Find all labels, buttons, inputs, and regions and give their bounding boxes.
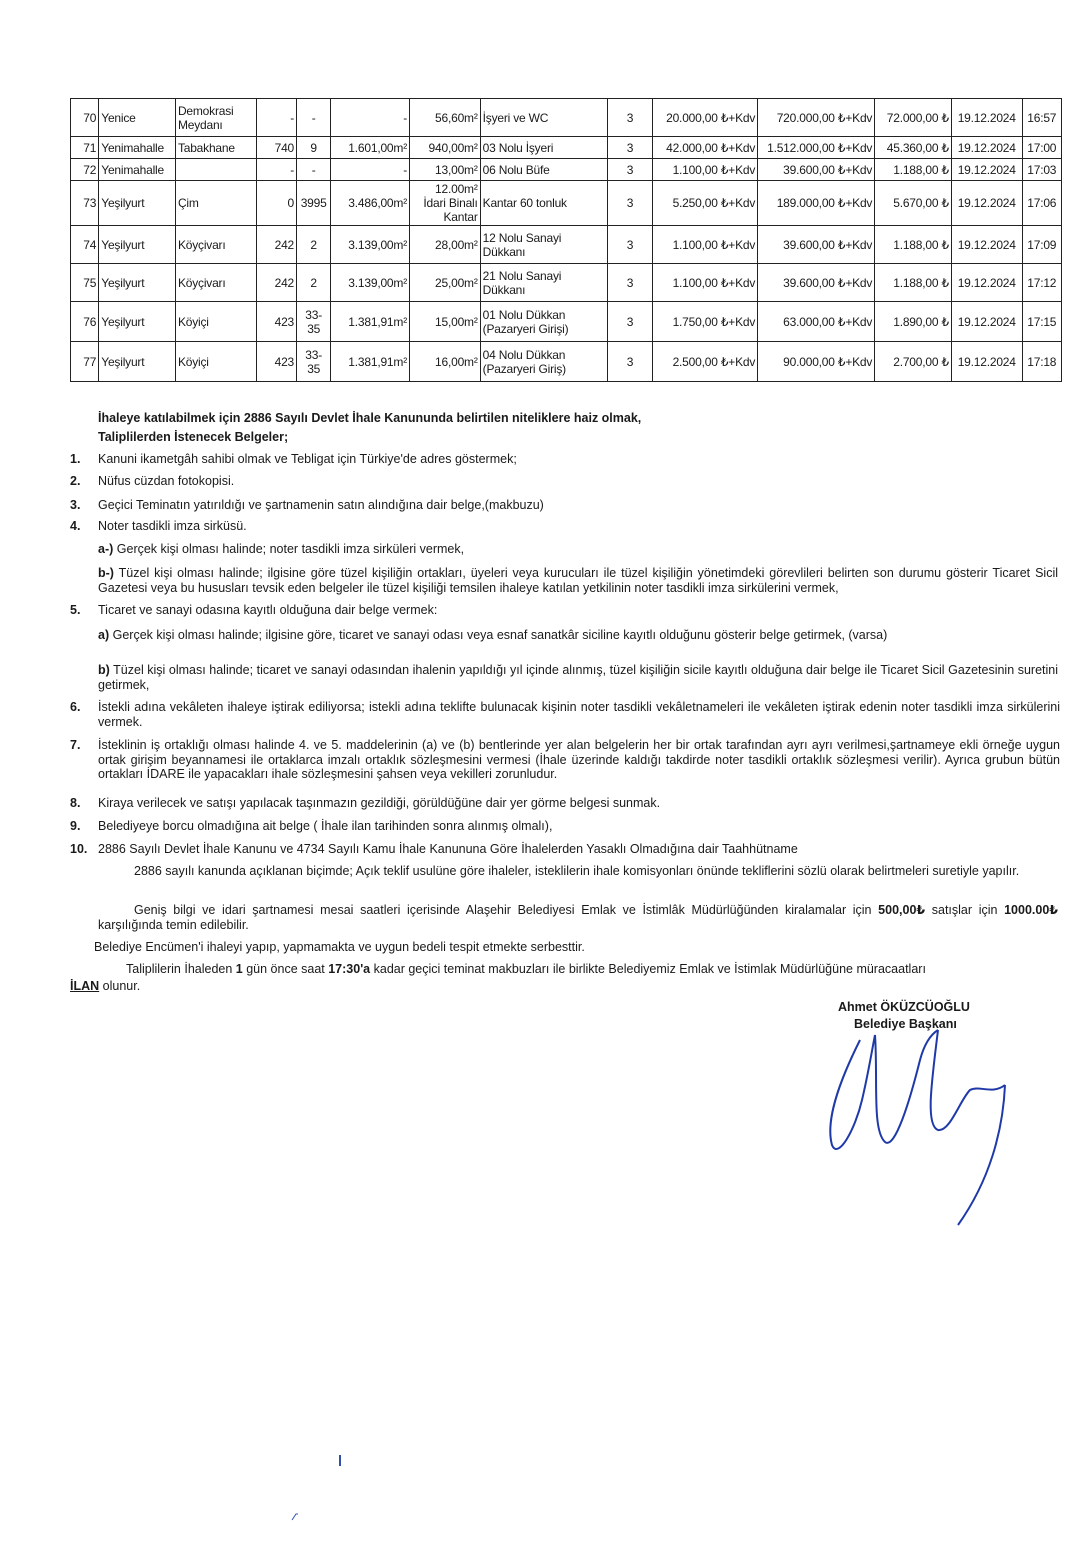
area-cell: - [331, 99, 410, 137]
area-cell: 1.601,00m² [331, 137, 410, 159]
parcel-cell: 33-35 [297, 302, 331, 342]
tender-table-body [71, 99, 1062, 382]
monthly-rent-cell: 1.100,00 ₺+Kdv [653, 159, 758, 181]
deposit-cell: 72.000,00 ₺ [875, 99, 952, 137]
duration-cell: 3 [607, 99, 652, 137]
total-rent-cell: 63.000,00 ₺+Kdv [758, 302, 875, 342]
neighborhood-cell: Yenimahalle [99, 159, 176, 181]
signature-stroke [931, 1030, 1005, 1130]
block-cell: 0 [256, 181, 296, 226]
rental-area-cell: 15,00m² [410, 302, 481, 342]
table-row [71, 137, 1062, 159]
total-rent-cell: 90.000,00 ₺+Kdv [758, 342, 875, 382]
date-cell: 19.12.2024 [951, 264, 1022, 302]
list-item: 2. Nüfus cüzdan fotokopisi. [70, 474, 235, 488]
type-cell: 21 Nolu Sanayi Dükkanı [480, 264, 607, 302]
closing-paragraph: Geniş bilgi ve idari şartnamesi mesai saatleri içerisinde Alaşehir Belediyesi Emlak ve İstimlâk Müdürlüğünden kiralamalar için 500,00₺ satışlar için 1000.00₺ karşılığında temin edilebilir. [98, 903, 1058, 932]
list-item: 8. Kiraya verilecek ve satışı yapılacak taşınmazın gezildiği, görüldüğüne dair yer görme belgesi sunmak. [70, 796, 661, 810]
area-cell: 1.381,91m² [331, 342, 410, 382]
monthly-rent-cell: 2.500,00 ₺+Kdv [653, 342, 758, 382]
location-cell: Demokrasi Meydanı [175, 99, 256, 137]
deposit-cell: 1.188,00 ₺ [875, 159, 952, 181]
area-cell: 3.139,00m² [331, 264, 410, 302]
date-cell: 19.12.2024 [951, 137, 1022, 159]
total-rent-cell: 1.512.000,00 ₺+Kdv [758, 137, 875, 159]
time-cell: 17:18 [1022, 342, 1061, 382]
location-cell: Köyçivarı [175, 264, 256, 302]
sub-item-5b: b) Tüzel kişi olması halinde; ticaret ve sanayi odasından ihalenin yapıldığı yıl içinde alınmış, tüzel kişiliğin sicile kayıtlı olduğuna dair belge ile Ticaret Sicil Gazetesinin suretini getirmek, [98, 663, 1059, 692]
sub-item-5a: a) Gerçek kişi olması halinde; ilgisine göre, ticaret ve sanayi odası veya esnaf sanatkâr siciline kayıtlı olduğunu gösterir belge getirmek, (varsa) [98, 628, 888, 642]
row-number: 72 [71, 159, 99, 181]
type-cell: 12 Nolu Sanayi Dükkanı [480, 226, 607, 264]
time-cell: 17:03 [1022, 159, 1061, 181]
time-cell: 16:57 [1022, 99, 1061, 137]
date-cell: 19.12.2024 [951, 342, 1022, 382]
rental-area-cell: 56,60m² [410, 99, 481, 137]
neighborhood-cell: Yenice [99, 99, 176, 137]
table-row [71, 181, 1062, 226]
signatory-name: Ahmet ÖKÜZCÜOĞLU [838, 1000, 970, 1014]
rental-area-cell: 28,00m² [410, 226, 481, 264]
total-rent-cell: 39.600,00 ₺+Kdv [758, 226, 875, 264]
type-cell: 06 Nolu Büfe [480, 159, 607, 181]
table-row [71, 226, 1062, 264]
parcel-cell: 2 [297, 226, 331, 264]
neighborhood-cell: Yeşilyurt [99, 226, 176, 264]
time-cell: 17:06 [1022, 181, 1061, 226]
duration-cell: 3 [607, 302, 652, 342]
date-cell: 19.12.2024 [951, 99, 1022, 137]
deposit-cell: 45.360,00 ₺ [875, 137, 952, 159]
rental-area-cell: 16,00m² [410, 342, 481, 382]
row-number: 75 [71, 264, 99, 302]
list-item: 6. İstekli adına vekâleten ihaleye iştirak ediliyorsa; istekli adına teklifte bulunacak kişinin noter tasdikli vekâletnameleri ile vekâleten iştirak edenin noter tasdikli imza sirkülerini vermek. [70, 700, 1060, 729]
block-cell: 740 [256, 137, 296, 159]
list-item: 7. İsteklinin iş ortaklığı olması halinde 4. ve 5. maddelerinin (a) ve (b) bentlerinde yer alan belgelerin her bir ortak tarafından ayrı ayrı verilmesi,şartnameye ekli örneğe uygun ortak girişim beyannamesi ile ortaklarca imzalı ortaklık sözleşmesini vermesi (İhale üzerinde kaldığı takdirde noter tasdikli ortaklık sözleşmesi verilir). Ayrıca grubun bütün ortakları İDARE ile yapacakları ihale sözleşmesini şahsen veya vekilleri zorunludur. [70, 738, 1060, 781]
block-cell: - [256, 159, 296, 181]
time-cell: 17:12 [1022, 264, 1061, 302]
date-cell: 19.12.2024 [951, 226, 1022, 264]
location-cell: Köyiçi [175, 342, 256, 382]
sub-item-4a: a-) Gerçek kişi olması halinde; noter tasdikli imza sirküleri vermek, [98, 542, 465, 556]
total-rent-cell: 39.600,00 ₺+Kdv [758, 264, 875, 302]
location-cell: Tabakhane [175, 137, 256, 159]
deposit-cell: 1.188,00 ₺ [875, 226, 952, 264]
deposit-cell: 5.670,00 ₺ [875, 181, 952, 226]
signature-stroke [875, 1030, 938, 1143]
total-rent-cell: 189.000,00 ₺+Kdv [758, 181, 875, 226]
time-cell: 17:15 [1022, 302, 1061, 342]
neighborhood-cell: Yeşilyurt [99, 302, 176, 342]
tender-table [70, 98, 1062, 382]
parcel-cell: - [297, 99, 331, 137]
location-cell: Köyçivarı [175, 226, 256, 264]
location-cell: Köyiçi [175, 302, 256, 342]
monthly-rent-cell: 42.000,00 ₺+Kdv [653, 137, 758, 159]
duration-cell: 3 [607, 159, 652, 181]
closing-paragraph: İLAN olunur. [70, 979, 141, 993]
scan-mark [337, 1454, 343, 1468]
table-row [71, 302, 1062, 342]
monthly-rent-cell: 5.250,00 ₺+Kdv [653, 181, 758, 226]
type-cell: İşyeri ve WC [480, 99, 607, 137]
rental-area-cell: 13,00m² [410, 159, 481, 181]
table-row [71, 99, 1062, 137]
list-item: 5. Ticaret ve sanayi odasına kayıtlı olduğuna dair belge vermek: [70, 603, 438, 617]
date-cell: 19.12.2024 [951, 159, 1022, 181]
time-cell: 17:09 [1022, 226, 1061, 264]
row-number: 76 [71, 302, 99, 342]
neighborhood-cell: Yeşilyurt [99, 264, 176, 302]
table-row [71, 264, 1062, 302]
monthly-rent-cell: 20.000,00 ₺+Kdv [653, 99, 758, 137]
block-cell: - [256, 99, 296, 137]
rental-area-cell: 12.00m² İdari Binalı Kantar [410, 181, 481, 226]
signatory-title: Belediye Başkanı [854, 1017, 957, 1031]
date-cell: 19.12.2024 [951, 181, 1022, 226]
parcel-cell: 33-35 [297, 342, 331, 382]
list-item: 4. Noter tasdikli imza sirküsü. [70, 519, 247, 533]
rental-area-cell: 25,00m² [410, 264, 481, 302]
rental-area-cell: 940,00m² [410, 137, 481, 159]
block-cell: 242 [256, 226, 296, 264]
parcel-cell: - [297, 159, 331, 181]
handwritten-signature [820, 1020, 1020, 1230]
parcel-cell: 2 [297, 264, 331, 302]
table-row [71, 342, 1062, 382]
monthly-rent-cell: 1.750,00 ₺+Kdv [653, 302, 758, 342]
row-number: 73 [71, 181, 99, 226]
closing-paragraph: 2886 sayılı kanunda açıklanan biçimde; Açık teklif usulüne göre ihaleler, isteklilerin ihale komisyonları önünde tekliflerini sözlü olarak belirtmeleri suretiyle yapılır. [134, 864, 1020, 878]
date-cell: 19.12.2024 [951, 302, 1022, 342]
block-cell: 423 [256, 302, 296, 342]
closing-paragraph: Belediye Encümen'i ihaleyi yapıp, yapmamakta ve uygun bedeli tespit etmekte serbesttir. [94, 940, 585, 954]
type-cell: 04 Nolu Dükkan (Pazaryeri Giriş) [480, 342, 607, 382]
block-cell: 242 [256, 264, 296, 302]
duration-cell: 3 [607, 264, 652, 302]
area-cell: - [331, 159, 410, 181]
type-cell: Kantar 60 tonluk [480, 181, 607, 226]
neighborhood-cell: Yeşilyurt [99, 342, 176, 382]
signature-stroke [830, 1035, 875, 1149]
table-row [71, 159, 1062, 181]
area-cell: 3.139,00m² [331, 226, 410, 264]
duration-cell: 3 [607, 226, 652, 264]
row-number: 70 [71, 99, 99, 137]
area-cell: 1.381,91m² [331, 302, 410, 342]
row-number: 74 [71, 226, 99, 264]
total-rent-cell: 720.000,00 ₺+Kdv [758, 99, 875, 137]
parcel-cell: 9 [297, 137, 331, 159]
monthly-rent-cell: 1.100,00 ₺+Kdv [653, 226, 758, 264]
row-number: 71 [71, 137, 99, 159]
area-cell: 3.486,00m² [331, 181, 410, 226]
list-item: 1. Kanuni ikametgâh sahibi olmak ve Tebligat için Türkiye'de adres göstermek; [70, 452, 517, 466]
list-item: 3. Geçici Teminatın yatırıldığı ve şartnamenin satın alındığına dair belge,(makbuzu) [70, 498, 544, 512]
row-number: 77 [71, 342, 99, 382]
requirements-subheading: Taliplilerden İstenecek Belgeler; [98, 430, 289, 444]
block-cell: 423 [256, 342, 296, 382]
sub-item-4b: b-) Tüzel kişi olması halinde; ilgisine göre tüzel kişiliğin ortakları, üyeleri veya kurucuları ile tüzel kişiliğin yönetimdeki görevlileri belirten son durumu gösterir Ticaret Sicil Gazetesi veya bu hususları tevsik eden belgeler ile tüzel kişiliği temsilen ihaleye katılan yetkilinin noter tasdikli imza sirkülerini vermek, [98, 566, 1058, 595]
location-cell: Çim [175, 181, 256, 226]
list-item: 9. Belediyeye borcu olmadığına ait belge ( İhale ilan tarihinden sonra alınmış olmalı), [70, 819, 553, 833]
duration-cell: 3 [607, 181, 652, 226]
signature-stroke [958, 1085, 1005, 1225]
deposit-cell: 2.700,00 ₺ [875, 342, 952, 382]
scan-mark [290, 1512, 300, 1522]
parcel-cell: 3995 [297, 181, 331, 226]
monthly-rent-cell: 1.100,00 ₺+Kdv [653, 264, 758, 302]
neighborhood-cell: Yeşilyurt [99, 181, 176, 226]
location-cell [175, 159, 256, 181]
duration-cell: 3 [607, 137, 652, 159]
requirements-heading: İhaleye katılabilmek için 2886 Sayılı Devlet İhale Kanununda belirtilen niteliklere haiz olmak, [98, 411, 642, 425]
neighborhood-cell: Yenimahalle [99, 137, 176, 159]
time-cell: 17:00 [1022, 137, 1061, 159]
type-cell: 03 Nolu İşyeri [480, 137, 607, 159]
deposit-cell: 1.890,00 ₺ [875, 302, 952, 342]
total-rent-cell: 39.600,00 ₺+Kdv [758, 159, 875, 181]
type-cell: 01 Nolu Dükkan (Pazaryeri Girişi) [480, 302, 607, 342]
list-item: 10. 2886 Sayılı Devlet İhale Kanunu ve 4734 Sayılı Kamu İhale Kanununa Göre İhalelerden Yasaklı Olmadığına dair Taahhütname [70, 842, 798, 856]
deposit-cell: 1.188,00 ₺ [875, 264, 952, 302]
closing-paragraph: Taliplilerin İhaleden 1 gün önce saat 17:30'a kadar geçici teminat makbuzları ile birlikte Belediyemiz Emlak ve İstimlak Müdürlüğüne müracaatları [126, 962, 926, 976]
duration-cell: 3 [607, 342, 652, 382]
